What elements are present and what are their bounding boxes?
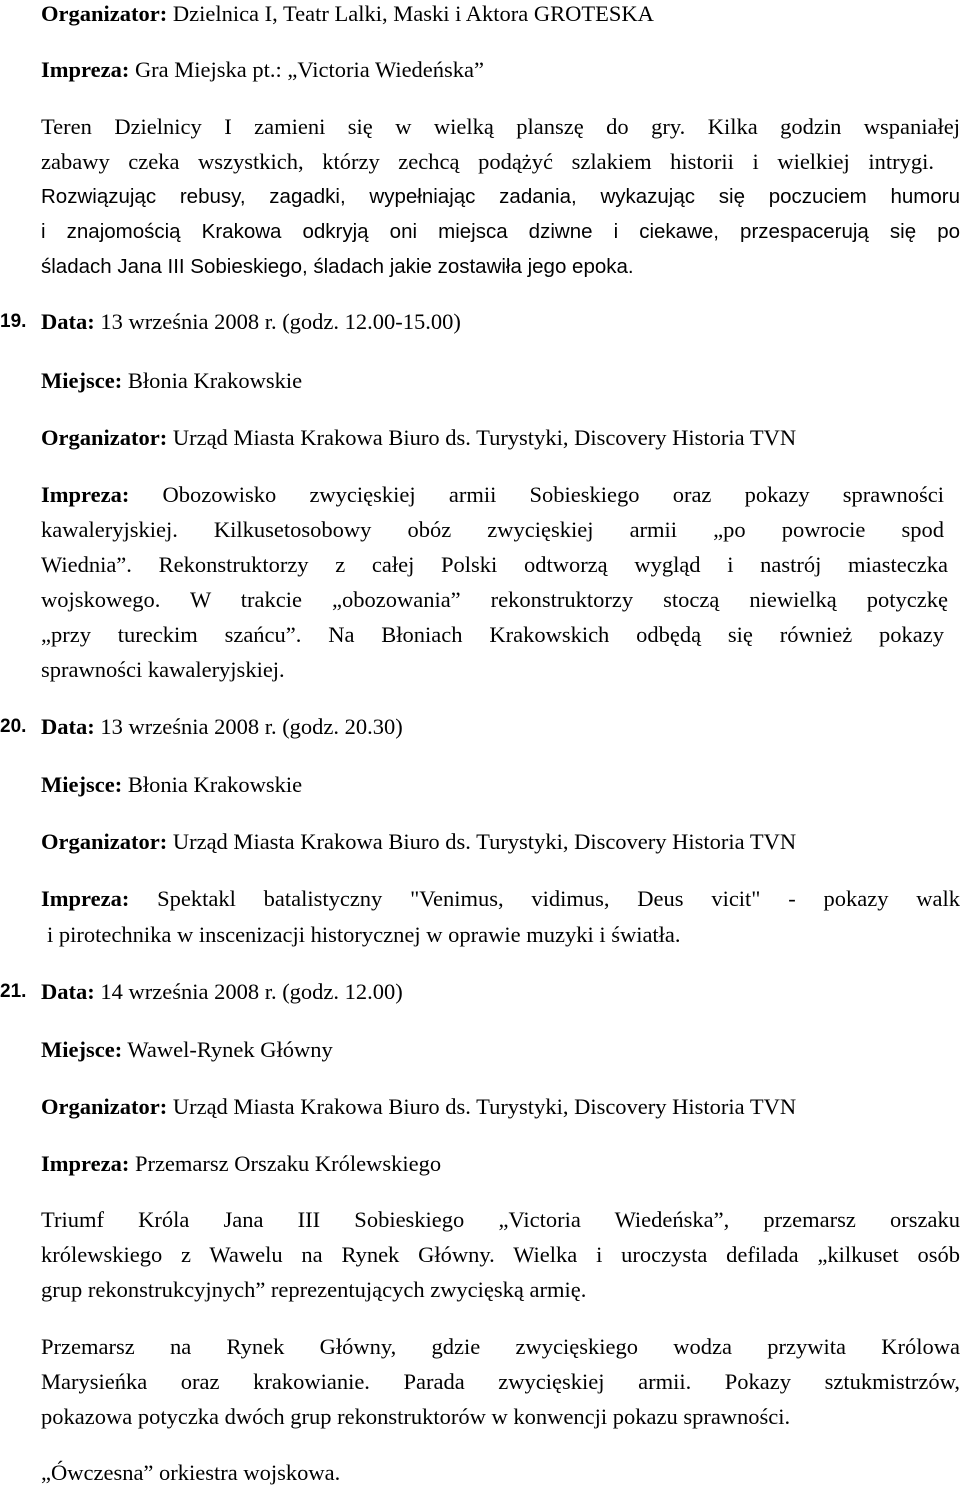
event-desc-line: wojskowego. W trakcie „obozowania” rekonstruktorzy stoczą niewielką potyczkę [41,587,948,612]
entry-date-line [41,308,461,336]
event-label: Impreza: [41,482,130,507]
entry-number: 20. [0,716,27,737]
entry-place-line [41,771,302,799]
event-label: Impreza: [41,886,130,911]
event-desc-line: „przy tureckim szańcu”. Na Błoniach Krakowskich odbędą się również pokazy [41,622,944,647]
organizer-value: Urząd Miasta Krakowa Biuro ds. Turystyki, Discovery Historia TVN [172,829,797,854]
paragraph-line: grup rekonstrukcyjnych” reprezentujących zwycięską armię. [41,1277,587,1302]
closing-line: „Ówczesna” orkiestra wojskowa. [41,1460,341,1485]
event-value: Przemarsz Orszaku Królewskiego [134,1151,442,1176]
intro-desc-line: i znajomością Krakowa odkryją oni miejsca dziwne i ciekawe, przespacerują się po [41,220,960,243]
organizer-value: Urząd Miasta Krakowa Biuro ds. Turystyki, Discovery Historia TVN [172,1094,797,1119]
intro-desc-line: śladach Jana III Sobieskiego, śladach jakie zostawiła jego epoka. [41,255,634,278]
entry-organizer-line [41,828,796,856]
event-value: Gra Miejska pt.: „Victoria Wiedeńska” [134,57,485,82]
entry-event-line [41,885,960,913]
event-label: Impreza: [41,57,130,82]
date-label: Data: [41,979,95,1004]
event-label: Impreza: [41,1151,130,1176]
date-label: Data: [41,309,95,334]
event-desc-line: Wiednia”. Rekonstruktorzy z całej Polski odtworzą wygląd i nastrój miasteczka [41,552,948,577]
entry-number: 21. [0,981,27,1002]
entry-organizer-line [41,424,796,452]
paragraph-line: pokazowa potyczka dwóch grup rekonstruktorów w konwencji pokazu sprawności. [41,1404,791,1429]
entry-place-line [41,367,302,395]
entry-number: 19. [0,311,27,332]
entry-date-line [41,713,403,741]
place-value: Błonia Krakowskie [127,772,303,797]
intro-event-line [41,56,484,84]
event-desc-line: i pirotechnika w inscenizacji historycznej w oprawie muzyki i światła. [47,922,681,947]
place-label: Miejsce: [41,1037,123,1062]
paragraph-line: Marysieńka oraz krakowianie. Parada zwycięskiej armii. Pokazy sztukmistrzów, [41,1369,960,1394]
organizer-label: Organizator: [41,829,168,854]
place-value: Wawel-Rynek Główny [127,1037,333,1062]
date-value: 13 września 2008 r. (godz. 20.30) [100,714,403,739]
entry-event-line [41,481,944,509]
organizer-label: Organizator: [41,1094,168,1119]
event-desc-line: sprawności kawaleryjskiej. [41,657,285,682]
organizer-value: Urząd Miasta Krakowa Biuro ds. Turystyki, Discovery Historia TVN [172,425,797,450]
organizer-value: Dzielnica I, Teatr Lalki, Maski i Aktora GROTESKA [172,1,654,26]
entry-organizer-line [41,1093,796,1121]
date-value: 14 września 2008 r. (godz. 12.00) [100,979,403,1004]
intro-desc-line: zabawy czeka wszystkich, którzy zechcą podążyć szlakiem historii i wielkiej intrygi. [41,149,934,174]
entry-place-line [41,1036,333,1064]
paragraph-line: Triumf Króla Jana III Sobieskiego „Victoria Wiedeńska”, przemarsz orszaku [41,1207,960,1232]
organizer-label: Organizator: [41,1,168,26]
intro-organizer-line [41,0,654,28]
event-desc-line: kawaleryjskiej. Kilkusetosobowy obóz zwycięskiej armii „po powrocie spod [41,517,944,542]
place-label: Miejsce: [41,772,123,797]
paragraph-line: królewskiego z Wawelu na Rynek Główny. Wielka i uroczysta defilada „kilkuset osób [41,1242,960,1267]
event-value: Spektakl batalistyczny "Venimus, vidimus, Deus vicit" - pokazy walk [157,886,960,911]
date-label: Data: [41,714,95,739]
intro-desc-line: Teren Dzielnicy I zamieni się w wielką planszę do gry. Kilka godzin wspaniałej [41,114,960,139]
date-value: 13 września 2008 r. (godz. 12.00-15.00) [100,309,461,334]
paragraph-line: Przemarsz na Rynek Główny, gdzie zwycięskiego wodza przywita Królowa [41,1334,960,1359]
place-value: Błonia Krakowskie [127,368,303,393]
entry-date-line [41,978,403,1006]
place-label: Miejsce: [41,368,123,393]
organizer-label: Organizator: [41,425,168,450]
event-value: Obozowisko zwycięskiej armii Sobieskiego oraz pokazy sprawności [162,482,945,507]
entry-event-line [41,1150,441,1178]
intro-desc-line: Rozwiązując rebusy, zagadki, wypełniając zadania, wykazując się poczuciem humoru [41,185,960,208]
